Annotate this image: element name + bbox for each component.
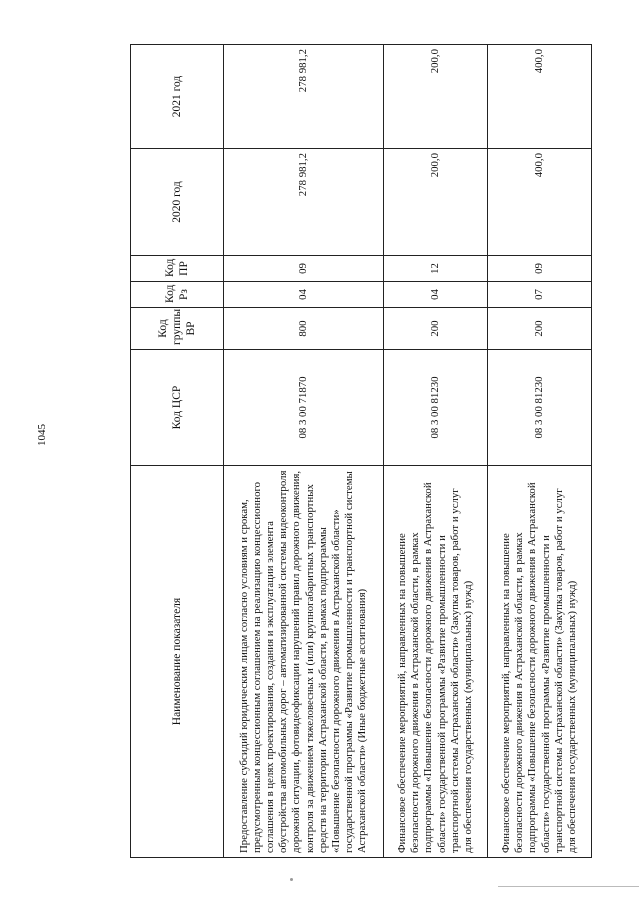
rotated-table-wrapper [130,45,578,858]
table-row [384,45,488,858]
row-pr: 09 [224,256,384,282]
row-2021: 200,0 [384,45,488,149]
row-name: Финансовое обеспечение мероприятий, направленных на повышение безопасности дорожного движения в Астраханской области, в рамках подпрограммы «Повышение безопасности дорожного движения в Астраханской области» государственной программы «Развитие промышленности и транспортной системы Астраханской области» (Закупка товаров, работ и услуг для обеспечения государственных (муниципальных) нужд) [384,466,488,858]
row-2020: 200,0 [384,149,488,256]
table-row [224,45,384,858]
page-number: 1045 [36,424,48,446]
budget-table [130,44,592,858]
header-csr: Код ЦСР [131,350,224,466]
row-name: Финансовое обеспечение мероприятий, направленных на повышение безопасности дорожного движения в Астраханской области, в рамках подпрограммы «Повышение безопасности дорожного движения в Астраханской области» государственной программы «Развитие промышленности и транспортной системы Астраханской области» (Закупка товаров, работ и услуг для обеспечения государственных (муниципальных) нужд) [488,466,592,858]
row-csr: 08 3 00 81230 [384,350,488,466]
row-csr: 08 3 00 81230 [488,350,592,466]
row-vr: 800 [224,308,384,350]
row-rz: 04 [224,282,384,308]
header-name: Наименование показателя [131,466,224,858]
row-pr: 09 [488,256,592,282]
row-2020: 400,0 [488,149,592,256]
row-name: Предоставление субсидий юридическим лицам согласно условиям и срокам, предусмотренным концессионным соглашением на реализацию концессионного соглашения в целях проектирования, создания и эксплуатации элемента обустройства автомобильных дорог – автоматизированной системы видеоконтроля дорожной ситуации, фотовидеофиксации нарушений правил дорожного движения, контроля за движением тяжеловесных и (или) крупногабаритных транспортных средств на территории Астраханской области, в рамках подпрограммы «Повышение безопасности дорожного движения в Астраханской области» государственной программы «Развитие промышленности и транспортной системы Астраханской области» (Иные бюджетные ассигнования) [224,466,384,858]
row-2020: 278 981,2 [224,149,384,256]
row-2021: 400,0 [488,45,592,149]
row-pr: 12 [384,256,488,282]
header-2021: 2021 год [131,45,224,149]
header-vr: Код группы ВР [131,308,224,350]
header-2020: 2020 год [131,149,224,256]
header-pr: Код ПР [131,256,224,282]
header-rz: Код Рз [131,282,224,308]
row-vr: 200 [488,308,592,350]
row-rz: 04 [384,282,488,308]
scan-speck [290,878,293,881]
table-header-row [131,45,224,858]
row-vr: 200 [384,308,488,350]
scan-edge-line [498,886,639,887]
row-2021: 278 981,2 [224,45,384,149]
row-csr: 08 3 00 71870 [224,350,384,466]
row-rz: 07 [488,282,592,308]
table-row [488,45,592,858]
